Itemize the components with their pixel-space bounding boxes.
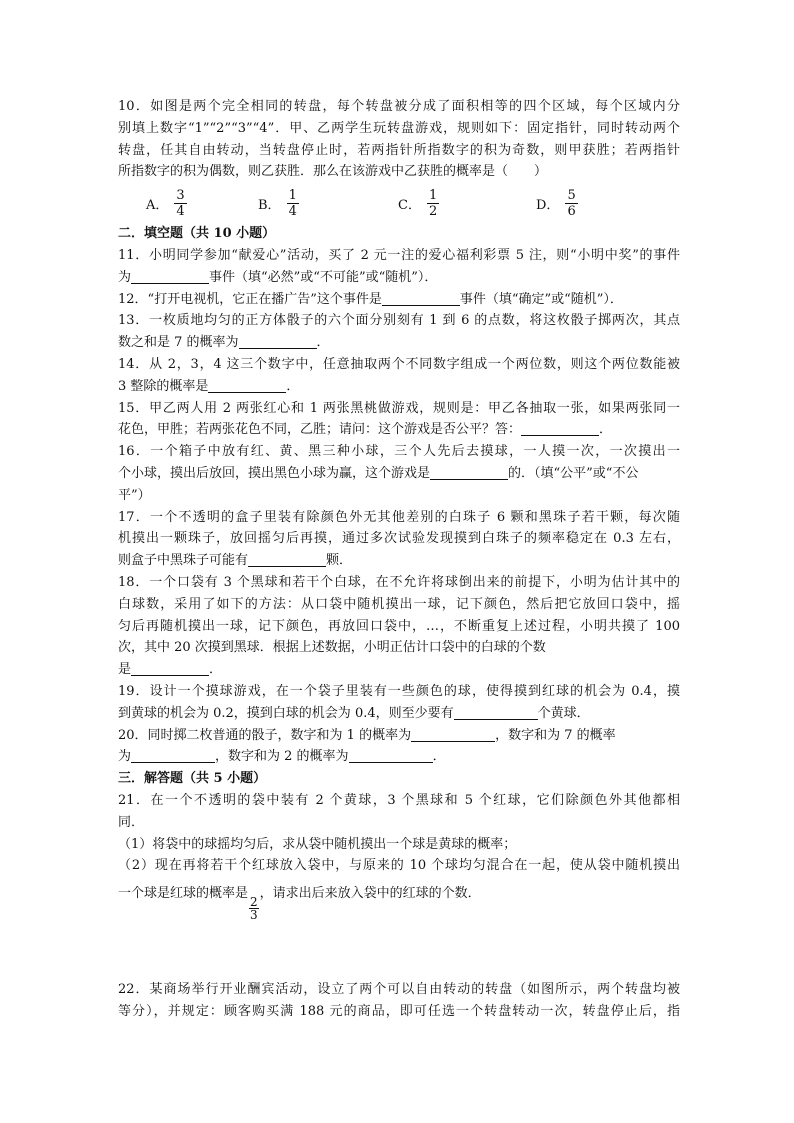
q14-line-2 (118, 376, 680, 398)
answer-blank[interactable] (382, 291, 460, 306)
q13-line-2 (118, 332, 680, 354)
q12-text-a: 12．“打开电视机，它正在播广告”这个事件是 (118, 291, 382, 307)
question-18 (118, 572, 680, 681)
numerator: 3 (176, 187, 185, 203)
q16-text-a: 个小球，摸出后放回，摸出黑色小球为赢，这个游戏是 (118, 465, 431, 481)
q20-text-c: 为 (118, 749, 132, 765)
answer-blank[interactable] (208, 378, 286, 393)
section-3-title: 三．解答题（共 5 小题） (118, 771, 267, 787)
answer-blank[interactable] (131, 748, 215, 763)
fraction (249, 896, 259, 921)
question-17 (118, 507, 680, 572)
denominator: 6 (567, 203, 576, 219)
q20-text-a: 20．同时掷二枚普通的骰子，数字和为 1 的概率为 (118, 727, 412, 743)
numerator: 1 (288, 187, 297, 203)
answer-blank[interactable] (248, 552, 326, 567)
fraction (287, 188, 299, 219)
question-15 (118, 398, 680, 442)
q18-line-4: 次，其中 20 次摸到黑球．根据上述数据，小明正估计口袋中的白球的个数 (118, 640, 546, 656)
q10-line-3: 转盘，任其自由转动，当转盘停止时，若两指针所指数字的积为奇数，则甲获胜；若两指针 (118, 142, 680, 158)
choice-d[interactable] (536, 183, 578, 223)
q21-line-4: （2）现在再将若干个红球放入袋中，与原来的 10 个球均匀混合在一起，使从袋中随机摸出 (118, 858, 680, 874)
answer-blank[interactable] (521, 421, 599, 436)
q21-line-5 (118, 877, 680, 923)
q17-line-3 (118, 550, 680, 572)
q16-text-b: 的．（填“公平”或“不公 (508, 465, 639, 481)
q16-line-1: 16．一个箱子中放有红、黄、黑三种小球，三个人先后去摸球，一人摸一次，一次摸出一 (118, 444, 680, 460)
q13-text-b: ． (316, 335, 330, 351)
q15-line-2 (118, 419, 680, 441)
numerator: 1 (428, 187, 438, 203)
question-16 (118, 441, 680, 506)
denominator: 4 (176, 203, 185, 219)
answer-blank[interactable] (239, 334, 317, 349)
q20-text-d: ，数字和为 2 的概率为 (215, 749, 349, 765)
q19-line-2 (118, 703, 680, 725)
q12-text-b: 事件（填“确定”或“随机”）． (459, 291, 623, 307)
answer-blank[interactable] (349, 748, 433, 763)
question-13 (118, 310, 680, 354)
q15-text-a: 花色，甲胜；若两张花色不同，乙胜；请问：这个游戏是否公平？答： (118, 422, 522, 438)
q19-line-1: 19．设计一个摸球游戏，在一个袋子里装有一些颜色的球，使得摸到红球的机会为 0.4，摸 (118, 683, 680, 699)
q21-line-2: 同． (118, 814, 145, 830)
q22-line-1: 22．某商场举行开业酬宾活动，设立了两个可以自由转动的转盘（如图所示，两个转盘均被 (118, 982, 680, 998)
q18-line-1: 18．一个口袋有 3 个黑球和若干个白球，在不允许将球倒出来的前提下，小明为估计其中的 (118, 574, 680, 590)
q20-text-b: ，数字和为 7 的概率 (495, 727, 616, 743)
answer-blank[interactable] (131, 269, 209, 284)
question-19 (118, 681, 680, 725)
q16-line-2 (118, 463, 680, 485)
q11-text-a: 为 (118, 269, 132, 285)
choice-c[interactable] (398, 183, 439, 223)
q15-text-b: ． (599, 422, 613, 438)
question-21 (118, 790, 680, 923)
q18-line-5 (118, 659, 680, 681)
q21-line-3: （1）将袋中的球摇均匀后，求从袋中随机摸出一个球是黄球的概率； (118, 836, 517, 852)
fraction (427, 188, 439, 219)
q19-text-b: 个黄球． (537, 705, 590, 721)
answer-blank[interactable] (411, 727, 495, 742)
q17-text-a: 则盒子中黑珠子可能有 (118, 553, 249, 569)
q14-line-1: 14．从 2，3，4 这三个数字中，任意抽取两个不同数字组成一个两位数，则这个两位数能被 (118, 356, 680, 372)
q10-line-4: 所指数字的积为偶数，则乙获胜．那么在该游戏中乙获胜的概率是（ ） (118, 164, 548, 180)
q17-text-b: 颗． (326, 553, 353, 569)
q18-line-3: 匀后再随机摸出一球，记下颜色，再放回口袋中，…，不断重复上述过程，小明共摸了 100 (118, 618, 680, 634)
q21-text-a: 一个球是红球的概率是 (118, 886, 249, 902)
answer-blank[interactable] (430, 465, 508, 480)
q14-text-b: ． (286, 378, 300, 394)
answer-space (118, 908, 680, 979)
denominator: 2 (428, 203, 438, 219)
q10-line-1: 10．如图是两个完全相同的转盘，每个转盘被分成了面积相等的四个区域，每个区域内分 (118, 99, 680, 114)
question-14 (118, 354, 680, 398)
q18-text-a: 是 (118, 662, 132, 678)
q18-text-b: ． (209, 662, 223, 678)
fraction (174, 188, 186, 219)
numerator: 5 (567, 187, 576, 203)
q11-line-2 (118, 267, 680, 289)
denominator: 3 (250, 908, 258, 923)
question-20 (118, 725, 680, 769)
question-22 (118, 979, 680, 1023)
choice-label: B． (258, 197, 281, 213)
question-12 (118, 289, 680, 311)
choice-a[interactable] (146, 183, 187, 223)
choice-label: D． (536, 197, 560, 213)
choice-b[interactable] (258, 183, 299, 223)
q13-line-1: 13．一枚质地均匀的正方体骰子的六个面分别刻有 1 到 6 的点数，将这枚骰子掷两次，其点 (118, 313, 680, 329)
q16-line-3: 平”） (118, 487, 151, 503)
question-10 (118, 96, 680, 223)
q11-text-b: 事件（填“必然”或“不可能”或“随机”）． (209, 269, 438, 285)
q10-line-2: 别填上数字“1”“2”“3”“4”．甲、乙两学生玩转盘游戏，规则如下：固定指针，同时转动两个 (118, 120, 680, 136)
q21-line-1: 21．在一个不透明的袋中装有 2 个黄球，3 个黑球和 5 个红球，它们除颜色外其他都相 (118, 792, 680, 808)
denominator: 4 (288, 203, 297, 219)
answer-blank[interactable] (131, 661, 209, 676)
q20-text-e: ． (432, 749, 446, 765)
q15-line-1: 15．甲乙两人用 2 两张红心和 1 两张黑桃做游戏，规则是：甲乙各抽取一张，如果两张同一 (118, 400, 680, 416)
q21-text-b: ，请求出后来放入袋中的红球的个数． (259, 886, 481, 902)
numerator: 2 (250, 895, 258, 910)
section-2-title: 二．填空题（共 10 小题） (118, 226, 276, 242)
fraction (565, 188, 577, 219)
q18-line-2: 白球数，采用了如下的方法：从口袋中随机摸出一球，记下颜色，然后把它放回口袋中，摇 (118, 596, 680, 612)
q17-line-2: 机摸出一颗珠子，放回摇匀后再摸，通过多次试验发现摸到白珠子的频率稳定在 0.3 左右， (118, 531, 680, 547)
q22-line-2: 等分），并规定：顾客购买满 188 元的商品，即可任选一个转盘转动一次，转盘停止后，指 (118, 1003, 680, 1019)
q20-line-1 (118, 725, 680, 747)
q13-text-a: 数之和是 7 的概率为 (118, 335, 239, 351)
worksheet-page (118, 96, 680, 1023)
q17-line-1: 17．一个不透明的盒子里装有除颜色外无其他差别的白珠子 6 颗和黑珠子若干颗，每次随 (118, 509, 680, 525)
q20-line-2 (118, 746, 680, 768)
choice-label: A． (146, 197, 169, 213)
q10-choices (118, 183, 680, 223)
choice-label: C． (398, 197, 421, 213)
q14-text-a: 3 整除的概率是 (118, 378, 209, 394)
q19-text-a: 到黄球的机会为 0.2，摸到白球的机会为 0.4，则至少要有 (118, 705, 454, 721)
q11-line-1: 11．小明同学参加“献爱心”活动，买了 2 元一注的爱心福利彩票 5 注，则“小明中奖”的事件 (118, 247, 680, 263)
question-11 (118, 245, 680, 289)
answer-blank[interactable] (454, 705, 538, 720)
